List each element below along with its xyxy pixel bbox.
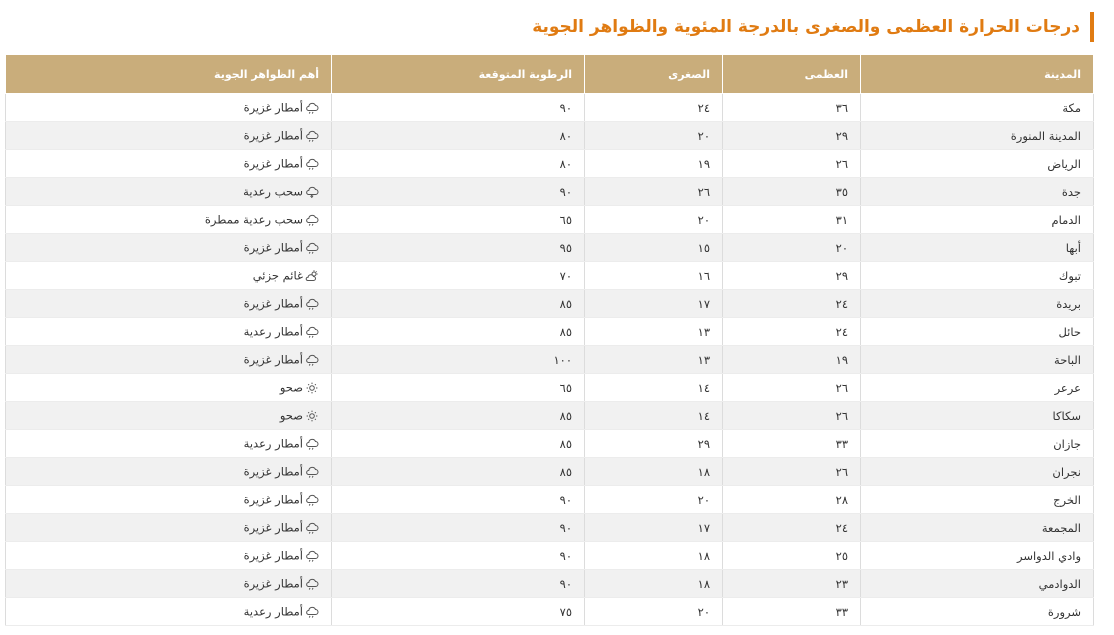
phenomenon-cell bbox=[6, 402, 332, 430]
table-row bbox=[6, 262, 1094, 290]
max-temp-cell: ٣٣ bbox=[723, 598, 861, 626]
phenomenon-cell bbox=[6, 598, 332, 626]
min-temp-cell: ٢٠ bbox=[585, 598, 723, 626]
min-temp-cell: ٢٠ bbox=[585, 206, 723, 234]
min-temp-cell: ٢٠ bbox=[585, 122, 723, 150]
min-temp-cell: ٢٠ bbox=[585, 486, 723, 514]
rain-cloud-icon bbox=[305, 242, 319, 254]
table-row bbox=[6, 318, 1094, 346]
city-cell: سكاكا bbox=[861, 402, 1094, 430]
max-temp-cell: ٢٦ bbox=[723, 402, 861, 430]
rain-cloud-icon bbox=[305, 438, 319, 450]
humidity-cell: ٨٥ bbox=[332, 402, 585, 430]
phenomenon-cell bbox=[6, 514, 332, 542]
phenomenon-cell bbox=[6, 430, 332, 458]
table-row bbox=[6, 458, 1094, 486]
column-header-max: العظمى bbox=[723, 55, 861, 94]
max-temp-cell: ٢٦ bbox=[723, 150, 861, 178]
phenomenon-label: أمطار غزيرة bbox=[243, 296, 303, 311]
max-temp-cell: ٢٣ bbox=[723, 570, 861, 598]
phenomenon-label: أمطار غزيرة bbox=[243, 576, 303, 591]
min-temp-cell: ١٤ bbox=[585, 402, 723, 430]
phenomenon-label: أمطار رعدية bbox=[243, 436, 303, 451]
city-cell: أبها bbox=[861, 234, 1094, 262]
humidity-cell: ٩٠ bbox=[332, 178, 585, 206]
phenomenon-cell bbox=[6, 542, 332, 570]
max-temp-cell: ٢٩ bbox=[723, 262, 861, 290]
table-row bbox=[6, 402, 1094, 430]
min-temp-cell: ١٤ bbox=[585, 374, 723, 402]
humidity-cell: ٨٥ bbox=[332, 318, 585, 346]
phenomenon-label: أمطار غزيرة bbox=[243, 464, 303, 479]
city-cell: الدوادمي bbox=[861, 570, 1094, 598]
sun-icon bbox=[305, 382, 319, 394]
table-row bbox=[6, 374, 1094, 402]
phenomenon-cell bbox=[6, 458, 332, 486]
humidity-cell: ٩٠ bbox=[332, 486, 585, 514]
city-cell: تبوك bbox=[861, 262, 1094, 290]
table-row bbox=[6, 290, 1094, 318]
min-temp-cell: ١٥ bbox=[585, 234, 723, 262]
humidity-cell: ٧٥ bbox=[332, 598, 585, 626]
max-temp-cell: ٢٠ bbox=[723, 234, 861, 262]
phenomenon-label: أمطار رعدية bbox=[243, 604, 303, 619]
table-row bbox=[6, 346, 1094, 374]
max-temp-cell: ٣٥ bbox=[723, 178, 861, 206]
phenomenon-label: أمطار غزيرة bbox=[243, 100, 303, 115]
humidity-cell: ١٠٠ bbox=[332, 346, 585, 374]
phenomenon-cell bbox=[6, 262, 332, 290]
phenomenon-label: سحب رعدية bbox=[243, 184, 303, 199]
humidity-cell: ٩٥ bbox=[332, 234, 585, 262]
rain-cloud-icon bbox=[305, 578, 319, 590]
min-temp-cell: ١٣ bbox=[585, 318, 723, 346]
min-temp-cell: ١٨ bbox=[585, 570, 723, 598]
city-cell: وادي الدواسر bbox=[861, 542, 1094, 570]
humidity-cell: ٩٠ bbox=[332, 94, 585, 122]
phenomenon-label: أمطار غزيرة bbox=[243, 352, 303, 367]
humidity-cell: ٨٥ bbox=[332, 430, 585, 458]
phenomenon-label: أمطار غزيرة bbox=[243, 240, 303, 255]
humidity-cell: ٦٥ bbox=[332, 374, 585, 402]
humidity-cell: ٦٥ bbox=[332, 206, 585, 234]
phenomenon-cell bbox=[6, 206, 332, 234]
min-temp-cell: ٢٦ bbox=[585, 178, 723, 206]
rain-cloud-icon bbox=[305, 298, 319, 310]
table-row bbox=[6, 486, 1094, 514]
table-header-row bbox=[6, 55, 1094, 94]
column-header-phenomena: أهم الظواهر الجوية bbox=[6, 55, 332, 94]
city-cell: المجمعة bbox=[861, 514, 1094, 542]
city-cell: جدة bbox=[861, 178, 1094, 206]
humidity-cell: ٩٠ bbox=[332, 542, 585, 570]
phenomenon-cell bbox=[6, 318, 332, 346]
phenomenon-cell bbox=[6, 178, 332, 206]
min-temp-cell: ٢٩ bbox=[585, 430, 723, 458]
phenomenon-cell bbox=[6, 486, 332, 514]
max-temp-cell: ٣٦ bbox=[723, 94, 861, 122]
city-cell: عرعر bbox=[861, 374, 1094, 402]
humidity-cell: ٨٠ bbox=[332, 122, 585, 150]
column-header-min: الصغرى bbox=[585, 55, 723, 94]
phenomenon-label: صحو bbox=[279, 380, 303, 395]
phenomenon-label: أمطار غزيرة bbox=[243, 128, 303, 143]
phenomenon-label: غائم جزئي bbox=[252, 268, 303, 283]
phenomenon-label: أمطار رعدية bbox=[243, 324, 303, 339]
city-cell: الرياض bbox=[861, 150, 1094, 178]
max-temp-cell: ٢٤ bbox=[723, 290, 861, 318]
sun-icon bbox=[305, 410, 319, 422]
min-temp-cell: ١٨ bbox=[585, 542, 723, 570]
phenomenon-cell bbox=[6, 290, 332, 318]
table-row bbox=[6, 206, 1094, 234]
city-cell: بريدة bbox=[861, 290, 1094, 318]
table-row bbox=[6, 234, 1094, 262]
max-temp-cell: ٢٥ bbox=[723, 542, 861, 570]
min-temp-cell: ٢٤ bbox=[585, 94, 723, 122]
table-row bbox=[6, 430, 1094, 458]
humidity-cell: ٨٠ bbox=[332, 150, 585, 178]
table-body bbox=[6, 94, 1094, 626]
rain-cloud-icon bbox=[305, 326, 319, 338]
city-cell: حائل bbox=[861, 318, 1094, 346]
phenomenon-cell bbox=[6, 94, 332, 122]
max-temp-cell: ٢٤ bbox=[723, 318, 861, 346]
min-temp-cell: ١٦ bbox=[585, 262, 723, 290]
min-temp-cell: ١٨ bbox=[585, 458, 723, 486]
city-cell: الدمام bbox=[861, 206, 1094, 234]
max-temp-cell: ٢٩ bbox=[723, 122, 861, 150]
humidity-cell: ٩٠ bbox=[332, 514, 585, 542]
min-temp-cell: ١٩ bbox=[585, 150, 723, 178]
rain-cloud-icon bbox=[305, 522, 319, 534]
max-temp-cell: ٢٤ bbox=[723, 514, 861, 542]
weather-table bbox=[5, 54, 1094, 626]
city-cell: الباحة bbox=[861, 346, 1094, 374]
max-temp-cell: ٢٨ bbox=[723, 486, 861, 514]
max-temp-cell: ٢٦ bbox=[723, 458, 861, 486]
max-temp-cell: ٣٣ bbox=[723, 430, 861, 458]
table-row bbox=[6, 598, 1094, 626]
rain-cloud-icon bbox=[305, 214, 319, 226]
phenomenon-label: أمطار غزيرة bbox=[243, 520, 303, 535]
page-title: درجات الحرارة العظمى والصغرى بالدرجة المئوية والظواهر الجوية bbox=[532, 17, 1080, 37]
phenomenon-cell bbox=[6, 346, 332, 374]
phenomenon-label: أمطار غزيرة bbox=[243, 492, 303, 507]
phenomenon-label: أمطار غزيرة bbox=[243, 156, 303, 171]
rain-cloud-icon bbox=[305, 550, 319, 562]
rain-cloud-icon bbox=[305, 102, 319, 114]
city-cell: مكة bbox=[861, 94, 1094, 122]
table-row bbox=[6, 542, 1094, 570]
phenomenon-label: أمطار غزيرة bbox=[243, 548, 303, 563]
max-temp-cell: ٢٦ bbox=[723, 374, 861, 402]
humidity-cell: ٩٠ bbox=[332, 570, 585, 598]
partly-cloudy-icon bbox=[305, 270, 319, 282]
min-temp-cell: ١٧ bbox=[585, 514, 723, 542]
phenomenon-cell bbox=[6, 150, 332, 178]
phenomenon-cell bbox=[6, 570, 332, 598]
phenomenon-cell bbox=[6, 122, 332, 150]
rain-cloud-icon bbox=[305, 494, 319, 506]
phenomenon-label: صحو bbox=[279, 408, 303, 423]
table-row bbox=[6, 122, 1094, 150]
phenomenon-label: سحب رعدية ممطرة bbox=[204, 212, 303, 227]
phenomenon-cell bbox=[6, 374, 332, 402]
table-row bbox=[6, 570, 1094, 598]
thunder-cloud-icon bbox=[305, 186, 319, 198]
city-cell: نجران bbox=[861, 458, 1094, 486]
rain-cloud-icon bbox=[305, 158, 319, 170]
table-row bbox=[6, 514, 1094, 542]
city-cell: الخرج bbox=[861, 486, 1094, 514]
humidity-cell: ٧٠ bbox=[332, 262, 585, 290]
column-header-humidity: الرطوبة المتوقعة bbox=[332, 55, 585, 94]
table-row bbox=[6, 94, 1094, 122]
min-temp-cell: ١٣ bbox=[585, 346, 723, 374]
city-cell: المدينة المنورة bbox=[861, 122, 1094, 150]
city-cell: شرورة bbox=[861, 598, 1094, 626]
table-row bbox=[6, 178, 1094, 206]
humidity-cell: ٨٥ bbox=[332, 458, 585, 486]
min-temp-cell: ١٧ bbox=[585, 290, 723, 318]
max-temp-cell: ١٩ bbox=[723, 346, 861, 374]
rain-cloud-icon bbox=[305, 354, 319, 366]
rain-cloud-icon bbox=[305, 606, 319, 618]
rain-cloud-icon bbox=[305, 466, 319, 478]
rain-cloud-icon bbox=[305, 130, 319, 142]
city-cell: جازان bbox=[861, 430, 1094, 458]
column-header-city: المدينة bbox=[861, 55, 1094, 94]
humidity-cell: ٨٥ bbox=[332, 290, 585, 318]
section-heading bbox=[532, 12, 1094, 42]
phenomenon-cell bbox=[6, 234, 332, 262]
table-row bbox=[6, 150, 1094, 178]
max-temp-cell: ٣١ bbox=[723, 206, 861, 234]
